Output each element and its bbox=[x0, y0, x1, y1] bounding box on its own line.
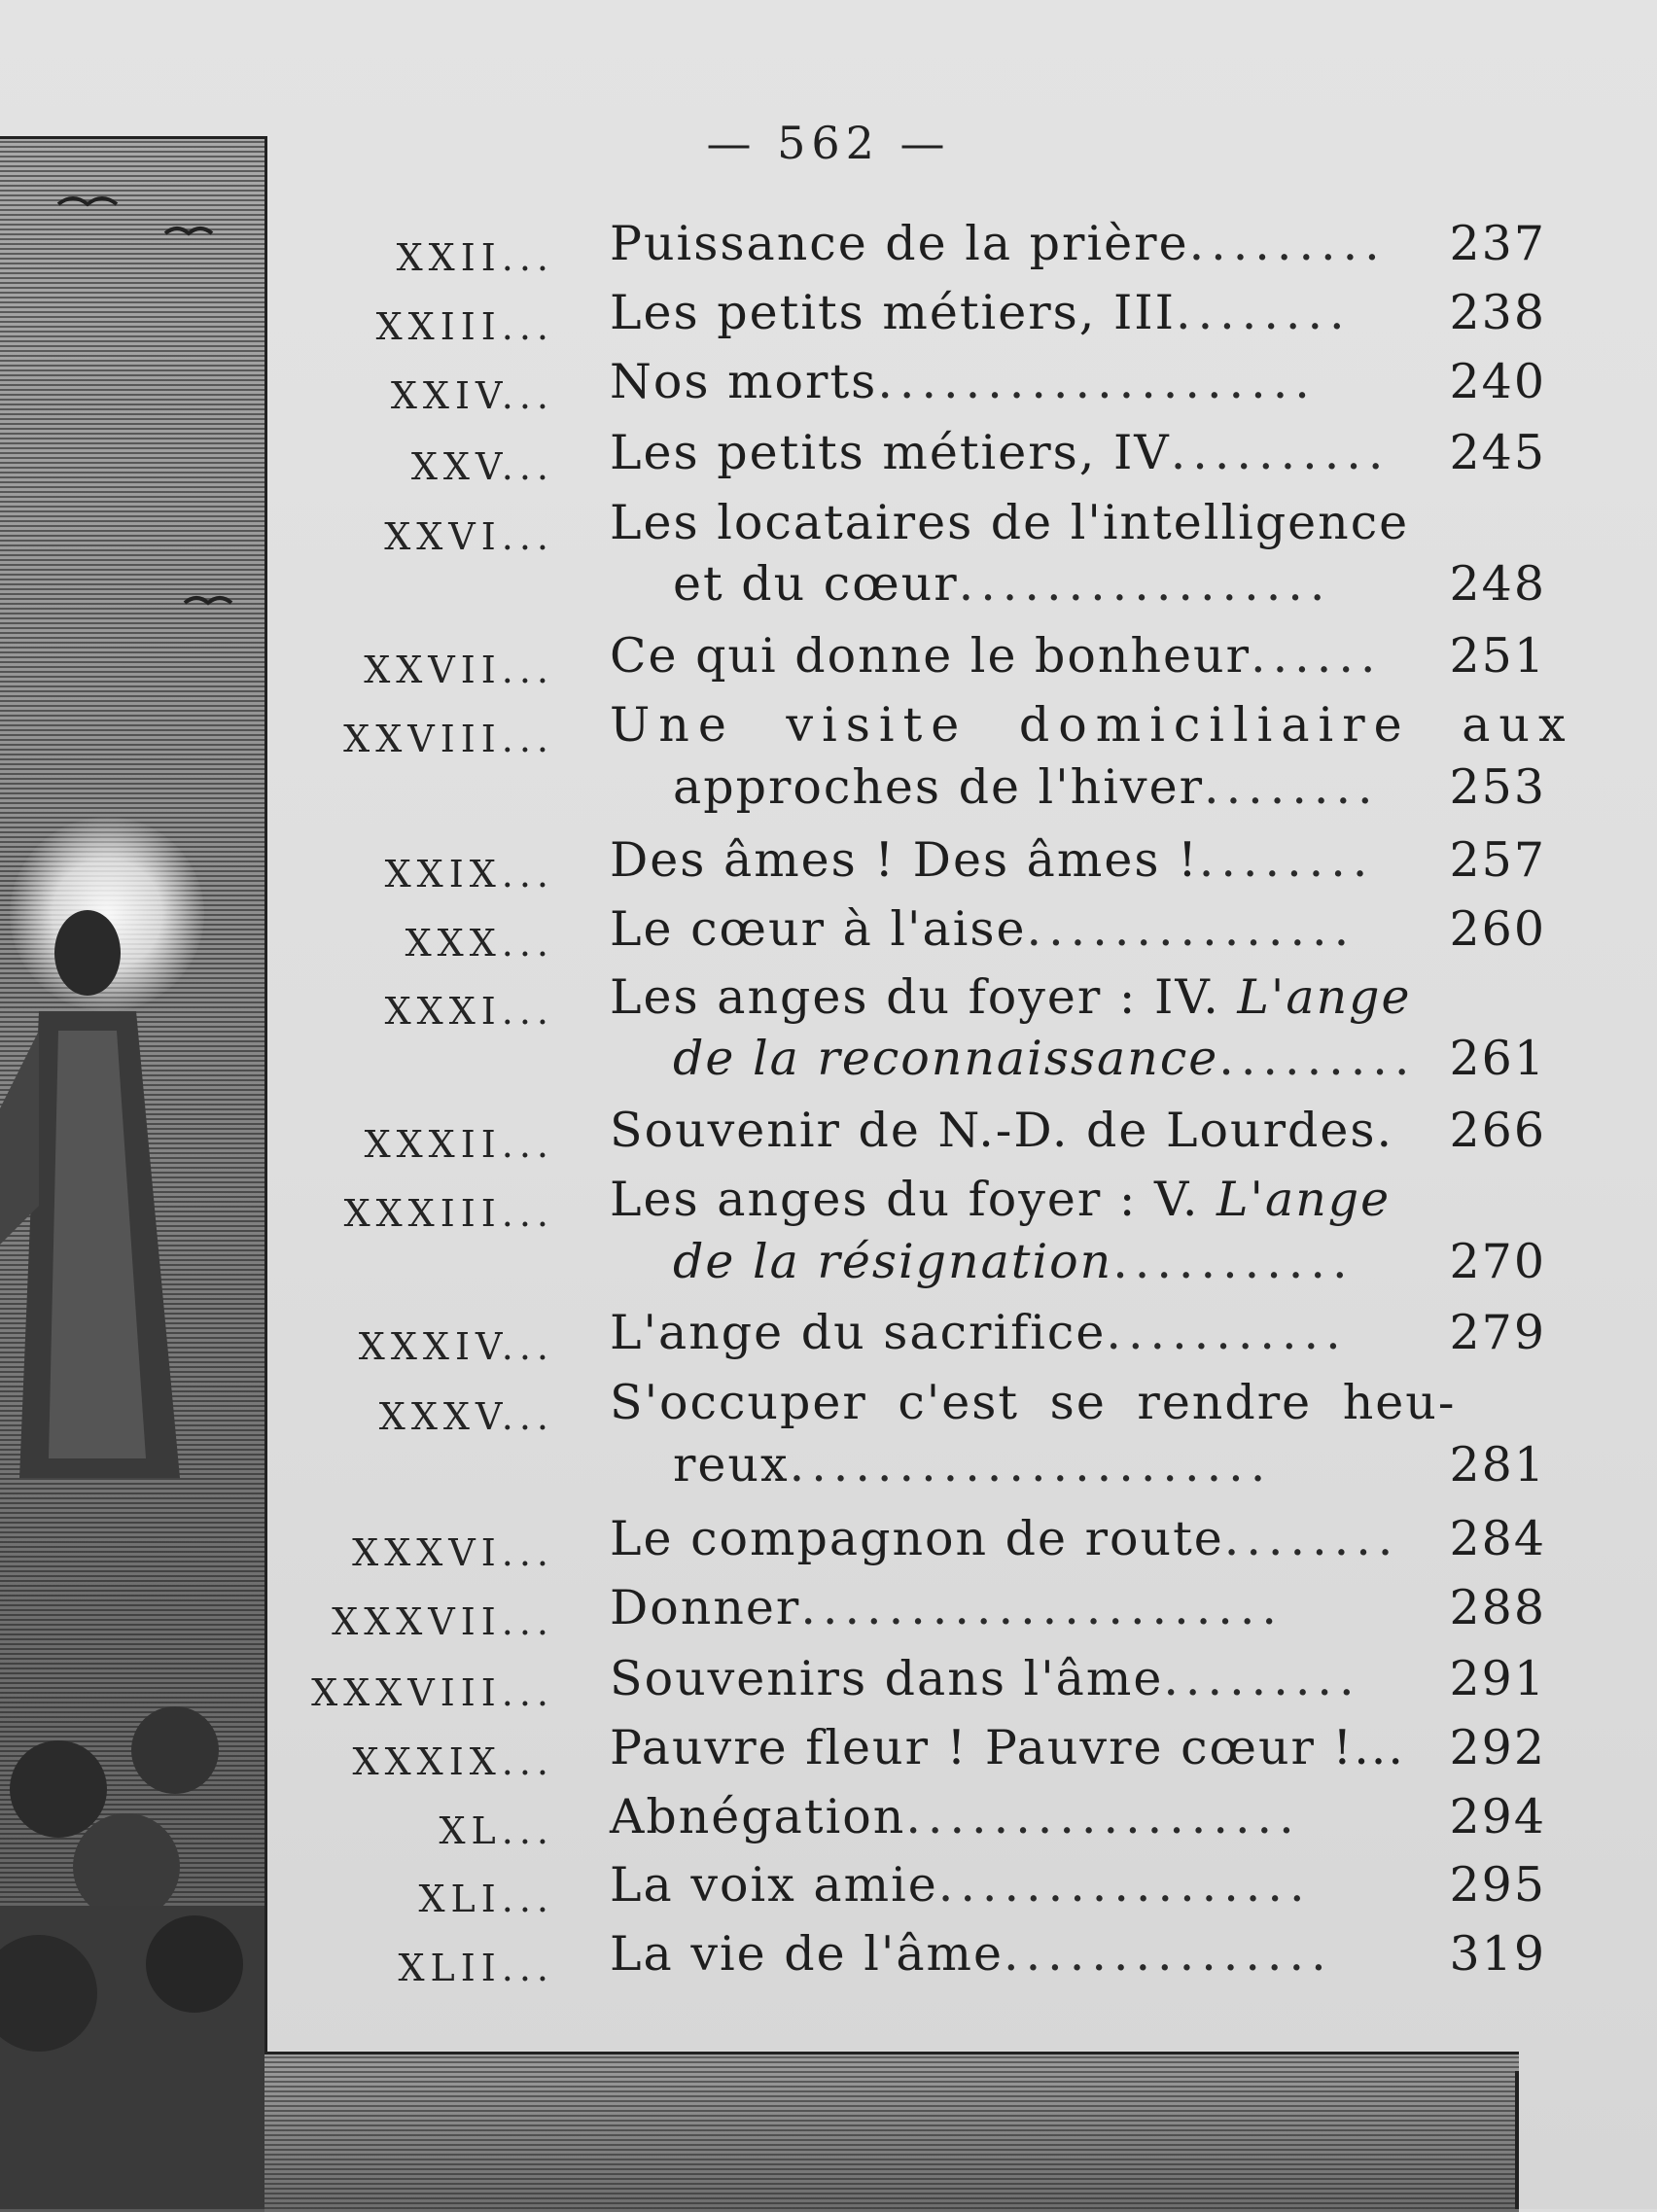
chapter-title-continuation: et du cœur................. bbox=[673, 556, 1332, 612]
chapter-title: Le compagnon de route........ bbox=[610, 1511, 1400, 1566]
chapter-number: XXXIV... bbox=[358, 1325, 554, 1368]
chapter-title: Nos morts.................... bbox=[610, 354, 1317, 409]
page-ref: 251 bbox=[1449, 628, 1546, 684]
chapter-number: XXXVIII... bbox=[311, 1671, 554, 1714]
chapter-number: XXXVII... bbox=[332, 1600, 554, 1643]
chapter-title: Une visite domiciliaire aux bbox=[610, 697, 1574, 753]
page-number: — 562 — bbox=[706, 117, 951, 169]
robed-figure-icon bbox=[0, 136, 264, 1497]
chapter-title: Des âmes ! Des âmes !........ bbox=[610, 832, 1375, 888]
chapter-title: Les anges du foyer : V. L'ange bbox=[610, 1172, 1392, 1227]
page-ref: 260 bbox=[1449, 901, 1546, 957]
chapter-number: XXII... bbox=[396, 236, 554, 279]
crowd-icon bbox=[0, 1672, 264, 2209]
engraving-border bbox=[1515, 2071, 1519, 2209]
chapter-number: XXXVI... bbox=[352, 1531, 554, 1574]
chapter-title-continuation: reux...................... bbox=[673, 1437, 1273, 1492]
chapter-title: Les petits métiers, III........ bbox=[610, 285, 1352, 340]
page-ref: 288 bbox=[1449, 1580, 1546, 1635]
chapter-number: XXXV... bbox=[378, 1395, 554, 1438]
chapter-title: Les petits métiers, IV.......... bbox=[610, 425, 1391, 480]
page-ref: 238 bbox=[1449, 285, 1546, 340]
page-ref: 245 bbox=[1449, 425, 1546, 480]
chapter-title: Abnégation.................. bbox=[610, 1789, 1301, 1844]
engraving-bottom-band bbox=[264, 2052, 1519, 2212]
page-ref: 319 bbox=[1449, 1926, 1546, 1982]
chapter-number: XXVIII... bbox=[343, 718, 554, 760]
chapter-number: XXIX... bbox=[384, 853, 554, 895]
chapter-title: Souvenir de N.-D. de Lourdes. bbox=[610, 1103, 1394, 1158]
page-ref: 248 bbox=[1449, 556, 1546, 612]
chapter-title: La vie de l'âme............... bbox=[610, 1926, 1333, 1982]
chapter-number: XXVI... bbox=[384, 515, 554, 558]
chapter-title-continuation: approches de l'hiver........ bbox=[673, 759, 1380, 815]
chapter-title: Ce qui donne le bonheur...... bbox=[610, 628, 1383, 684]
chapter-title: S'occuper c'est se rendre heu- bbox=[610, 1375, 1457, 1430]
page-ref: 266 bbox=[1449, 1103, 1546, 1158]
page-ref: 237 bbox=[1449, 216, 1546, 271]
chapter-number: XXV... bbox=[410, 445, 554, 488]
chapter-number: XXXII... bbox=[364, 1123, 554, 1166]
page-ref: 279 bbox=[1449, 1305, 1546, 1360]
chapter-number: XL... bbox=[439, 1809, 554, 1852]
chapter-title: Puissance de la prière......... bbox=[610, 216, 1387, 271]
chapter-title: Donner...................... bbox=[610, 1580, 1284, 1635]
chapter-number: XLII... bbox=[398, 1947, 554, 1989]
chapter-number: XXXIII... bbox=[343, 1192, 554, 1235]
chapter-number: XLI... bbox=[418, 1878, 554, 1920]
page-ref: 295 bbox=[1449, 1857, 1546, 1913]
chapter-title: Pauvre fleur ! Pauvre cœur !... bbox=[610, 1720, 1405, 1775]
chapter-title: L'ange du sacrifice........... bbox=[610, 1305, 1348, 1360]
chapter-title-continuation: de la reconnaissance......... bbox=[673, 1031, 1417, 1086]
chapter-number: XXIV... bbox=[390, 374, 554, 417]
chapter-number: XXXI... bbox=[384, 990, 554, 1033]
page-ref: 270 bbox=[1449, 1234, 1546, 1289]
page-ref: 291 bbox=[1449, 1651, 1546, 1706]
chapter-number: XXIII... bbox=[375, 305, 554, 348]
page-ref: 253 bbox=[1449, 759, 1546, 815]
chapter-title: Les anges du foyer : IV. L'ange bbox=[610, 969, 1412, 1025]
chapter-title: Le cœur à l'aise............... bbox=[610, 901, 1357, 957]
chapter-title-continuation: de la résignation........... bbox=[673, 1234, 1355, 1289]
chapter-number: XXX... bbox=[405, 922, 554, 965]
chapter-title: La voix amie................. bbox=[610, 1857, 1312, 1913]
page-ref: 292 bbox=[1449, 1720, 1546, 1775]
page-ref: 281 bbox=[1449, 1437, 1546, 1492]
page-ref: 284 bbox=[1449, 1511, 1546, 1566]
page-ref: 240 bbox=[1449, 354, 1546, 409]
page-ref: 261 bbox=[1449, 1031, 1546, 1086]
page-ref: 294 bbox=[1449, 1789, 1546, 1844]
chapter-title: Les locataires de l'intelligence bbox=[610, 495, 1410, 550]
page-ref: 257 bbox=[1449, 832, 1546, 888]
chapter-title: Souvenirs dans l'âme......... bbox=[610, 1651, 1361, 1706]
chapter-number: XXVII... bbox=[364, 649, 554, 691]
chapter-number: XXXIX... bbox=[352, 1740, 554, 1783]
